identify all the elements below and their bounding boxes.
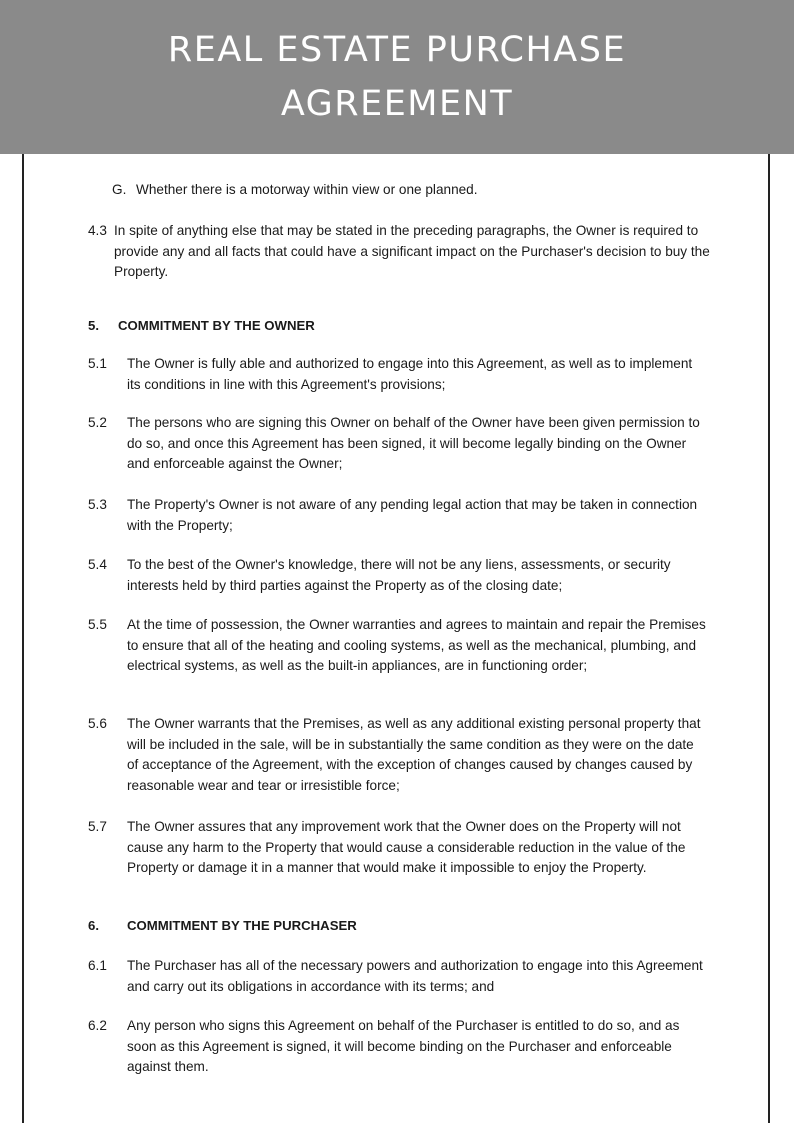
clause-text: The persons who are signing this Owner on behalf of the Owner have been given permission to do so, and once this Agreement has been signed, it will become legally binding on the Owner and enforceable against the Owner; — [127, 415, 700, 471]
clause-6-1 — [88, 956, 708, 997]
title-banner — [0, 0, 794, 154]
section-title: COMMITMENT BY THE OWNER — [118, 318, 315, 333]
clause-5-6 — [88, 714, 708, 796]
clause-number: 5.7 — [88, 819, 107, 834]
clause-number: 5.4 — [88, 557, 107, 572]
clause-5-3 — [88, 495, 708, 536]
section-title: COMMITMENT BY THE PURCHASER — [127, 918, 357, 933]
clause-number: 5.6 — [88, 716, 107, 731]
clause-number: 5.2 — [88, 415, 107, 430]
clause-number: 5.5 — [88, 617, 107, 632]
clause-text: The Property's Owner is not aware of any pending legal action that may be taken in connection with the Property; — [127, 497, 698, 533]
clause-5-1 — [88, 354, 708, 395]
list-item-g — [112, 180, 478, 201]
clause-5-5 — [88, 615, 708, 677]
clause-number: 5.1 — [88, 356, 107, 371]
clause-5-2 — [88, 413, 708, 475]
clause-number: 6.2 — [88, 1018, 107, 1033]
clause-text: Any person who signs this Agreement on behalf of the Purchaser is entitled to do so, and as soon as this Agreement is signed, it will become binding on the Purchaser and enforceable against them. — [127, 1018, 680, 1074]
clause-text: At the time of possession, the Owner warranties and agrees to maintain and repair the Premises to ensure that all of the heating and cooling systems, as well as the mechanical, plumbing, and electrical systems, as well as the built-in appliances, are in functioning order; — [127, 617, 706, 673]
clause-number: 5.3 — [88, 497, 107, 512]
clause-5-4 — [88, 555, 708, 596]
list-item-text: Whether there is a motorway within view or one planned. — [136, 182, 478, 197]
section-6-heading — [88, 916, 357, 937]
clause-text: The Owner warrants that the Premises, as well as any additional existing personal property that will be included in the sale, will be in substantially the same condition as they were on the date of acceptance of the Agreement, with the exception of changes caused by changes caused by reasonable wear and tear or irresistible force; — [127, 716, 701, 793]
clause-5-7 — [88, 817, 708, 879]
title-line-2: AGREEMENT — [280, 84, 514, 124]
clause-number: 6.1 — [88, 958, 107, 973]
document-page — [22, 154, 770, 1123]
clause-text: The Owner assures that any improvement work that the Owner does on the Property will not cause any harm to the Property that would cause a considerable reduction in the value of the Property or damage it in a manner that would make it impossible to enjoy the Property. — [127, 819, 686, 875]
clause-text: The Owner is fully able and authorized to engage into this Agreement, as well as to implement its conditions in line with this Agreement's provisions; — [127, 356, 693, 392]
clause-number: 4.3 — [88, 223, 107, 238]
clause-6-2 — [88, 1016, 708, 1078]
list-item-letter: G. — [112, 182, 127, 197]
title-line-1: REAL ESTATE PURCHASE — [167, 30, 627, 70]
clause-4-3 — [88, 221, 718, 283]
clause-text: The Purchaser has all of the necessary powers and authorization to engage into this Agreement and carry out its obligations in accordance with its terms; and — [127, 958, 703, 994]
section-5-heading — [88, 316, 315, 337]
clause-text: To the best of the Owner's knowledge, there will not be any liens, assessments, or security interests held by third parties against the Property as of the closing date; — [127, 557, 671, 593]
section-number: 6. — [88, 918, 99, 933]
section-number: 5. — [88, 318, 99, 333]
clause-text: In spite of anything else that may be stated in the preceding paragraphs, the Owner is required to provide any and all facts that could have a significant impact on the Purchaser's decision to buy the Property. — [114, 223, 710, 279]
